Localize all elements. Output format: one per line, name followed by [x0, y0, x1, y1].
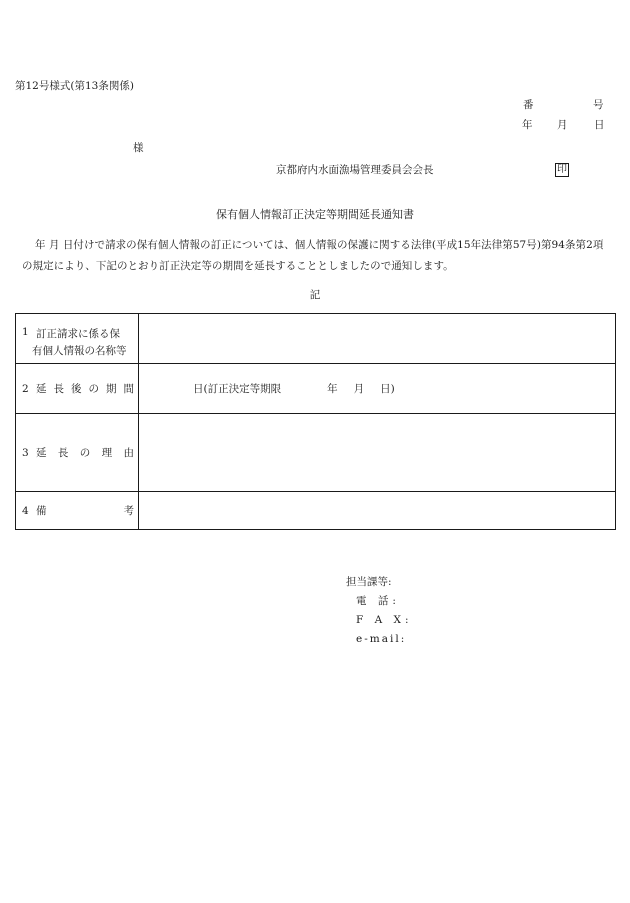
seal-mark: 印 — [557, 164, 567, 175]
row-header — [16, 314, 139, 364]
table-row — [16, 414, 616, 492]
contact-fax: F A X: — [356, 614, 413, 626]
contact-dept: 担当課等: — [346, 576, 392, 588]
date-year-label: 年 — [522, 119, 533, 131]
row-label: 備 考 — [36, 505, 134, 517]
row-value-cell — [139, 314, 616, 364]
contact-block — [346, 573, 413, 649]
extension-period-value: 日(訂正決定等期限 年 月 日) — [139, 364, 616, 414]
row-header — [16, 492, 139, 530]
document-title: 保有個人情報訂正決定等期間延長通知書 — [216, 208, 414, 221]
table-row — [16, 314, 616, 364]
row-value-cell — [139, 492, 616, 530]
row-number: 1 — [22, 326, 29, 338]
contact-email: e-mail: — [356, 633, 407, 645]
row-number: 2 — [22, 382, 29, 395]
table-row — [16, 492, 616, 530]
form-number-label: 第12号様式(第13条関係) — [15, 80, 134, 92]
row-header — [16, 364, 139, 414]
row-header — [16, 414, 139, 492]
date-day-label: 日 — [594, 119, 605, 131]
reference-number-suffix: 号 — [593, 99, 604, 111]
row-number: 3 — [22, 446, 29, 459]
row-label: 訂正請求に係る保 有個人情報の名称等 — [32, 328, 127, 357]
table-row — [16, 364, 616, 414]
row-label: 延 長 の 理 由 — [36, 447, 134, 459]
row-value-cell — [139, 414, 616, 492]
row-number: 4 — [22, 504, 29, 517]
notice-table — [15, 313, 616, 530]
sender-name: 京都府内水面漁場管理委員会会長 — [276, 164, 434, 176]
row-label: 延 長 後 の 期 間 — [36, 383, 134, 395]
ki-heading: 記 — [309, 289, 321, 301]
contact-tel: 電 話: — [356, 595, 400, 607]
date-month-label: 月 — [557, 119, 568, 131]
notice-body-text: 年 月 日付けで請求の保有個人情報の訂正については、個人情報の保護に関する法律(平成15年法律第57号)第94条第2項の規定により、下記のとおり訂正決定等の期間を延長することとしましたので通知します。 — [22, 239, 604, 272]
addressee-honorific: 様 — [133, 142, 144, 154]
reference-number-label: 番 — [523, 99, 534, 111]
